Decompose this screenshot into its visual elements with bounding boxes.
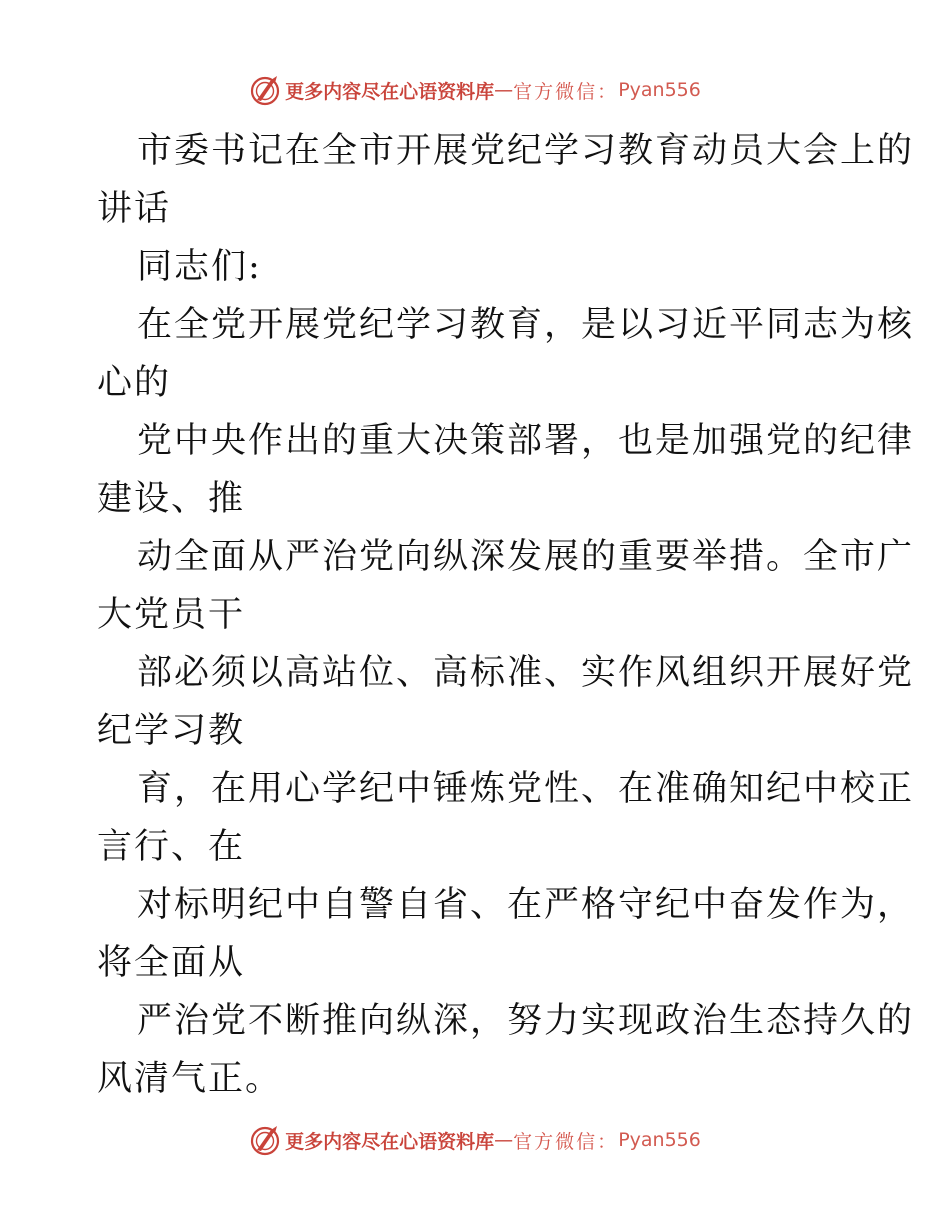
quill-pen-logo-icon bbox=[249, 1124, 281, 1156]
paragraph-line: 党中央作出的重大决策部署，也是加强党的纪律 bbox=[137, 421, 915, 461]
header-watermark-banner bbox=[0, 70, 950, 110]
paragraph-line: 纪学习教 bbox=[97, 711, 246, 751]
banner-separator: — bbox=[494, 79, 514, 101]
banner-wechat-label: 官方微信： bbox=[513, 80, 619, 103]
paragraph-line: 严治党不断推向纵深，努力实现政治生态持久的 bbox=[137, 1001, 915, 1041]
document-body bbox=[97, 122, 915, 1108]
quill-pen-logo-icon bbox=[249, 74, 281, 106]
banner-separator: — bbox=[494, 1129, 514, 1151]
paragraph-line: 心的 bbox=[97, 363, 172, 403]
paragraph-line: 将全面从 bbox=[97, 943, 246, 983]
salutation-line: 同志们: bbox=[137, 247, 262, 287]
banner-wechat-id: Pyan556 bbox=[618, 79, 701, 101]
paragraph-line: 动全面从严治党向纵深发展的重要举措。全市广 bbox=[137, 537, 915, 577]
banner-wechat-label: 官方微信： bbox=[513, 1130, 619, 1153]
paragraph-line: 大党员干 bbox=[97, 595, 246, 635]
paragraph-line: 风清气正。 bbox=[97, 1059, 283, 1099]
document-title-line-2: 讲话 bbox=[97, 189, 172, 229]
document-title-line-1: 市委书记在全市开展党纪学习教育动员大会上的 bbox=[137, 131, 915, 171]
banner-wechat-id: Pyan556 bbox=[618, 1129, 701, 1151]
paragraph-line: 部必须以高站位、高标准、实作风组织开展好党 bbox=[137, 653, 915, 693]
paragraph-line: 育，在用心学纪中锤炼党性、在准确知纪中校正 bbox=[137, 769, 915, 809]
footer-watermark-banner bbox=[0, 1120, 950, 1160]
banner-main-text: 更多内容尽在心语资料库 bbox=[285, 80, 495, 103]
banner-main-text: 更多内容尽在心语资料库 bbox=[285, 1130, 495, 1153]
paragraph-line: 对标明纪中自警自省、在严格守纪中奋发作为， bbox=[137, 885, 915, 925]
paragraph-line: 建设、推 bbox=[97, 479, 246, 519]
paragraph-line: 言行、在 bbox=[97, 827, 246, 867]
paragraph-line: 在全党开展党纪学习教育，是以习近平同志为核 bbox=[137, 305, 915, 345]
